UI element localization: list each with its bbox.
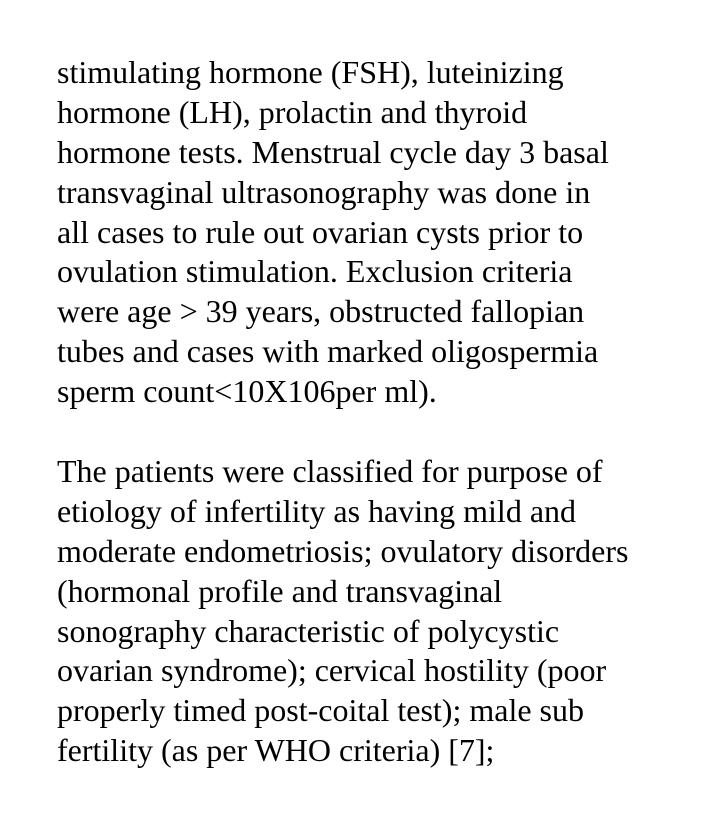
text-line: hormone tests. Menstrual cycle day 3 basal [57, 133, 609, 170]
text-line: (hormonal profile and transvaginal [57, 572, 503, 609]
text-line: hormone (LH), prolactin and thyroid [57, 93, 528, 130]
text-line: all cases to rule out ovarian cysts prior to [57, 213, 584, 250]
text-line: sperm count<10X106per ml). [57, 373, 437, 410]
paragraph-exclusion-criteria [57, 53, 609, 412]
text-line: The patients were classified for purpose of [57, 453, 603, 489]
text-line: moderate endometriosis; ovulatory disorders [57, 532, 629, 569]
text-line: were age > 39 years, obstructed fallopian [57, 293, 585, 330]
text-line: stimulating hormone (FSH), luteinizing [57, 54, 564, 90]
text-line: ovarian syndrome); cervical hostility (poor [57, 652, 607, 689]
text-line: transvaginal ultrasonography was done in [57, 173, 591, 210]
paragraph-classification [57, 452, 628, 771]
text-line: sonography characteristic of polycystic [57, 612, 560, 649]
text-line: properly timed post-coital test); male sub [57, 692, 584, 729]
text-line: fertility (as per WHO criteria) [7]; [57, 732, 495, 769]
text-line: etiology of infertility as having mild and [57, 492, 577, 529]
text-line: ovulation stimulation. Exclusion criteria [57, 253, 573, 290]
text-line: tubes and cases with marked oligospermia [57, 333, 599, 370]
